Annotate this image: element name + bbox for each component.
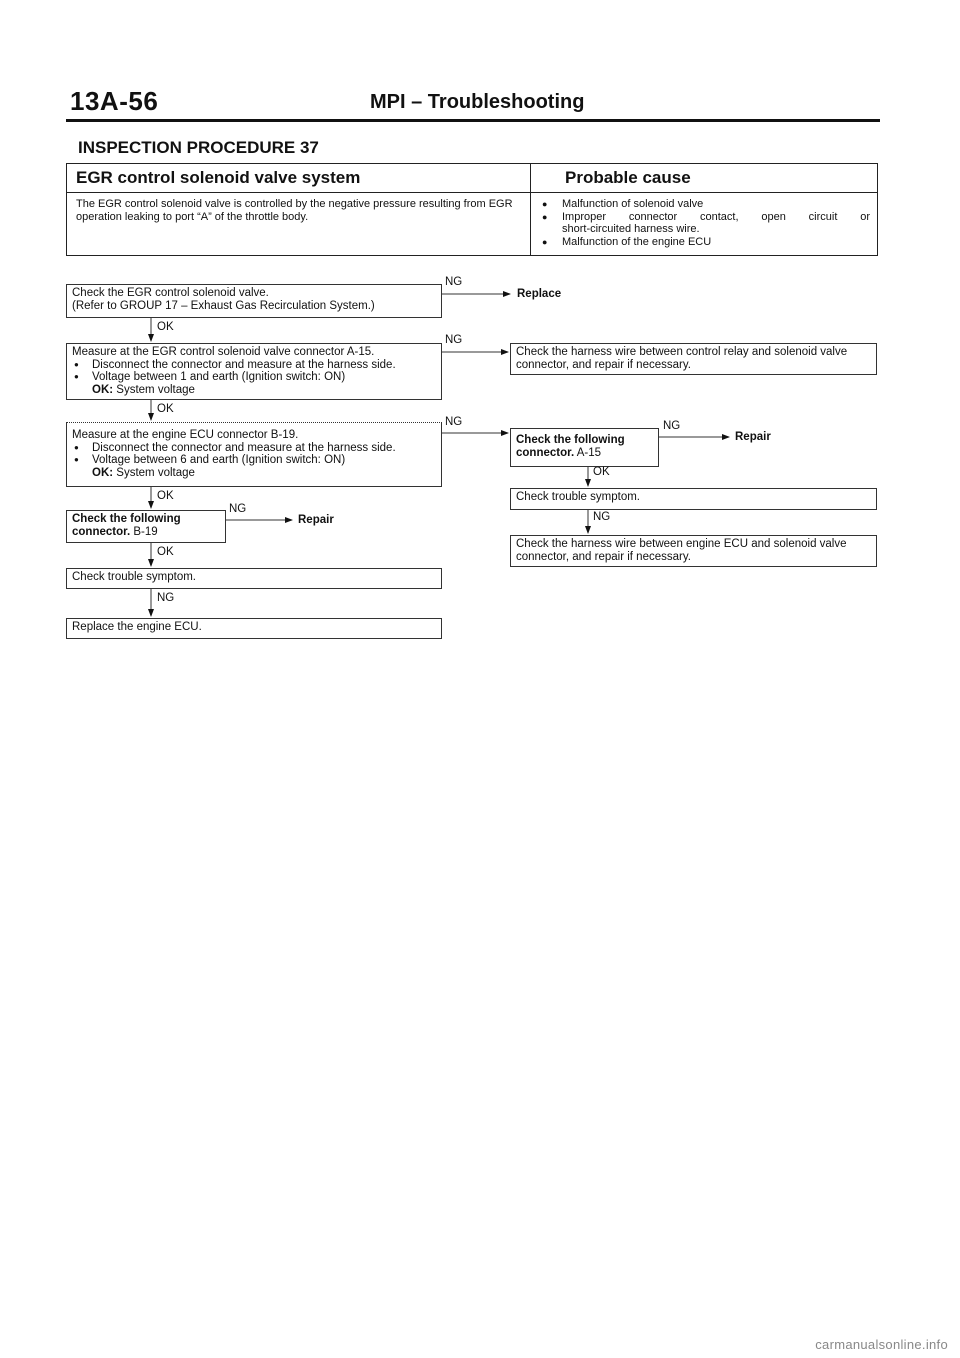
page-title: MPI – Troubleshooting bbox=[370, 91, 585, 113]
step-replace-ecu bbox=[66, 618, 442, 639]
step-check-trouble-symptom-right bbox=[510, 488, 877, 510]
page-number: 13A-56 bbox=[70, 86, 159, 116]
step-bullet: ● Disconnect the connector and measure at the harness side. bbox=[72, 359, 436, 372]
step-measure-ecu-connector bbox=[66, 422, 442, 487]
procedure-title: INSPECTION PROCEDURE 37 bbox=[78, 138, 319, 157]
step-check-solenoid-valve bbox=[66, 284, 442, 318]
step-text: Replace the engine ECU. bbox=[72, 621, 202, 633]
ng-label: NG bbox=[229, 503, 247, 515]
step-text: (Refer to GROUP 17 – Exhaust Gas Recirculation System.) bbox=[72, 299, 375, 312]
connector-id: A-15 bbox=[576, 446, 602, 459]
step-check-connector-a15 bbox=[510, 428, 659, 467]
cause-item: ● Malfunction of the engine ECU bbox=[540, 236, 870, 249]
system-description: The EGR control solenoid valve is controlled by the negative pressure resulting from EGR operation leaking to port “A” of the throttle body. bbox=[76, 198, 513, 223]
step-text: Check the harness wire between engine ECU and solenoid valve bbox=[516, 538, 847, 550]
ok-criteria-label: OK: bbox=[92, 466, 114, 479]
cause-item-continued: short-circuited harness wire. bbox=[562, 223, 700, 235]
ng-label: NG bbox=[157, 592, 175, 604]
step-text: Measure at the EGR control solenoid valve connector A-15. bbox=[72, 346, 375, 358]
ng-label: NG bbox=[663, 420, 681, 432]
step-bullet: ● Voltage between 6 and earth (Ignition switch: ON) bbox=[72, 454, 436, 467]
step-bullet: ● Disconnect the connector and measure at the harness side. bbox=[72, 442, 436, 455]
ok-criteria-value: System voltage bbox=[116, 383, 195, 396]
connector-id: B-19 bbox=[133, 525, 158, 538]
cause-item: ● Malfunction of solenoid valve bbox=[540, 198, 870, 211]
ng-label: NG bbox=[445, 416, 463, 428]
ok-label: OK bbox=[593, 466, 610, 478]
step-text: Measure at the engine ECU connector B-19. bbox=[72, 429, 299, 441]
step-text: connector, and repair if necessary. bbox=[516, 358, 691, 371]
ng-label: NG bbox=[445, 334, 463, 346]
step-text: Check the harness wire between control relay and solenoid valve bbox=[516, 346, 848, 358]
result-replace: Replace bbox=[517, 288, 562, 300]
step-check-harness-relay bbox=[510, 343, 877, 375]
step-check-harness-ecu bbox=[510, 535, 877, 567]
step-text: Check trouble symptom. bbox=[516, 491, 640, 503]
ok-label: OK bbox=[157, 490, 174, 502]
step-check-connector-b19 bbox=[66, 510, 226, 543]
system-heading: EGR control solenoid valve system bbox=[76, 168, 361, 187]
step-check-trouble-symptom bbox=[66, 568, 442, 589]
ok-criteria-label: OK: bbox=[92, 383, 114, 396]
result-repair: Repair bbox=[298, 514, 334, 526]
cause-item: ● Improper connector contact, open circuit or bbox=[540, 211, 870, 224]
ok-criteria-value: System voltage bbox=[116, 466, 195, 479]
step-text: connector, and repair if necessary. bbox=[516, 550, 691, 563]
step-measure-solenoid-connector bbox=[66, 343, 442, 400]
step-text: Check the following bbox=[516, 434, 625, 446]
step-text: Check the EGR control solenoid valve. bbox=[72, 287, 269, 299]
ng-label: NG bbox=[445, 276, 463, 288]
ok-label: OK bbox=[157, 321, 174, 333]
step-text: connector. bbox=[72, 525, 131, 538]
ok-label: OK bbox=[157, 546, 174, 558]
cause-heading: Probable cause bbox=[565, 168, 691, 187]
step-text: Check the following bbox=[72, 513, 181, 525]
step-text: connector. bbox=[516, 446, 575, 459]
ok-label: OK bbox=[157, 403, 174, 415]
result-repair: Repair bbox=[735, 431, 771, 443]
step-bullet: ● Voltage between 1 and earth (Ignition switch: ON) bbox=[72, 371, 436, 384]
step-text: Check trouble symptom. bbox=[72, 571, 196, 583]
site-watermark: carmanualsonline.info bbox=[815, 1337, 948, 1352]
ng-label: NG bbox=[593, 511, 611, 523]
